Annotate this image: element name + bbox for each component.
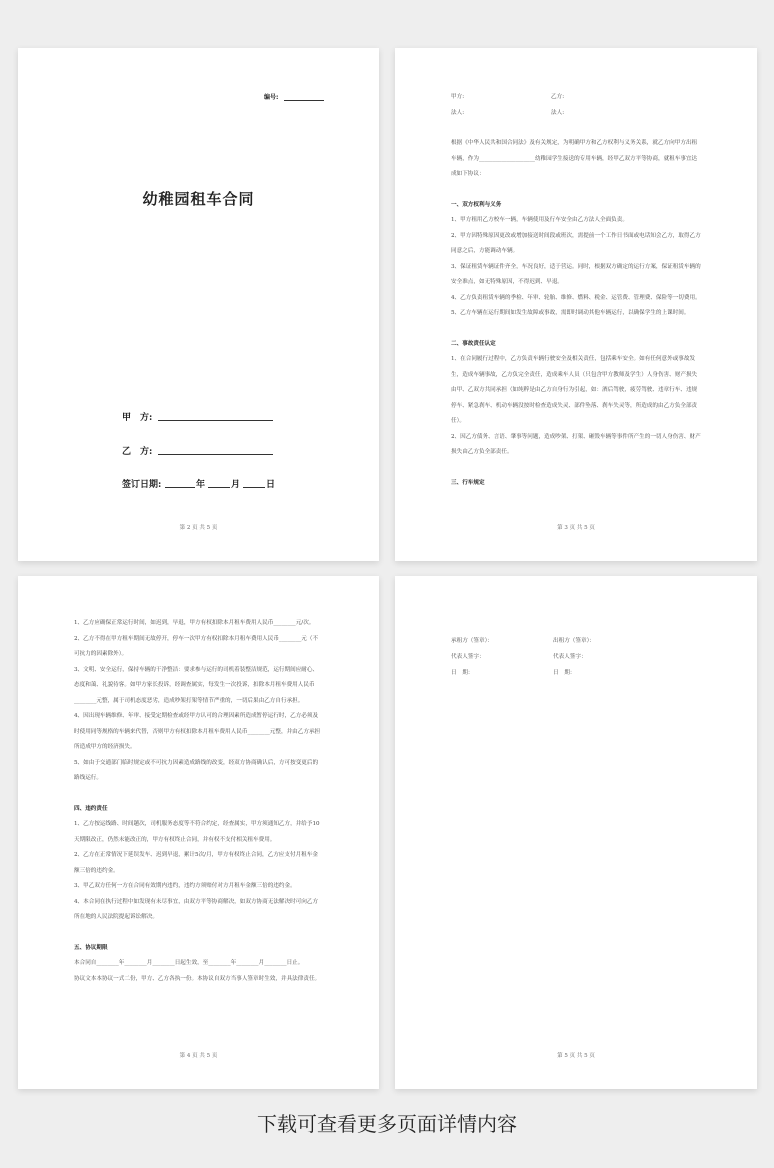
section-4-item: 2、乙方在正常情况下延误发车、迟到早退，累计5次/月，甲方有权终止合同，乙方应支付月租车金额三倍的违约金。 <box>74 852 318 874</box>
section-4-item: 1、乙方按运线路、时间趟次，司机服务态度等不符合约定，经查属实，甲方须通知乙方，并给予10天期限改正，仍然未能改正的，甲方有权终止合同，并有权不支付相关租车费用。 <box>74 821 320 843</box>
section-5-title: 五、协议期限 <box>74 944 108 951</box>
section-1-item: 1、甲方租用乙方校车一辆，车辆使用及行车安全由乙方法人全面负责。 <box>451 217 628 223</box>
section-3-title: 三、行车规定 <box>451 479 485 486</box>
page-number: 第 2 页 共 5 页 <box>179 525 218 531</box>
day-label: 日 <box>266 480 276 490</box>
representative-b-label: 代表人签字： <box>553 654 587 660</box>
party-a-line <box>158 420 273 421</box>
section-1-title: 一、双方权利与义务 <box>451 201 502 208</box>
section-2-title: 二、事故责任认定 <box>451 340 496 347</box>
party-b-label: 乙 方: <box>122 447 153 457</box>
month-line <box>208 487 230 488</box>
header-legal-b: 法人: <box>551 110 565 116</box>
rule-item: 5、如由于交通部门临时规定或不可抗力因素造成路线的改变，经双方协商确认后，方可按变更后的路线运行。 <box>74 759 319 781</box>
year-label: 年 <box>196 480 206 490</box>
section-5-item: 本合同自________年________月________日起生效，至________年________月________日止。 <box>74 960 304 966</box>
lessor-seal-label: 出租方（签章）： <box>553 638 595 644</box>
section-1-item: 5、乙方车辆在运行期间如发生故障或事故，需即时调动其他车辆运行，以确保学生的上课时间。 <box>451 310 690 316</box>
month-label: 月 <box>231 480 241 490</box>
rule-item: 3、文明、安全运行，保持车辆的干净整洁：要求参与运行的司机着装整洁规范，运行期间应耐心、态度和蔼、礼貌待客。如甲方家长投诉，经调查属实，每发生一次投诉，扣除本月租车费用人民币________元整，属于司机态度恶劣，造成吵架打架等情节严重的，一切后果由乙方自行承担。 <box>74 666 319 704</box>
section-4-item: 3、甲乙双方任何一方在合同有效期内违约，违约方须赔付对方月租车金额三倍的违约金。 <box>74 883 296 889</box>
contract-signature-page <box>395 576 757 1089</box>
date-a-label: 日 期： <box>451 670 474 676</box>
section-2-item: 2、因乙方债务、言语、肇事等问题，造成吵架、打架、砸毁车辆等事件所产生的一切人身伤害、财产损失由乙方负全部责任。 <box>451 433 701 455</box>
header-party-a: 甲方: <box>451 94 465 100</box>
rule-item: 4、因出现车辆维修、年审、接受定期检查或经甲方认可的合理因素所造成暂停运行时，乙方必须及时使用同等规格的车辆来代替，否则甲方有权扣除本月租车费用人民币________元整，并由乙方承担所造成甲方的经济损失。 <box>74 713 321 750</box>
date-b-label: 日 期： <box>553 670 576 676</box>
contract-page-terms-2 <box>18 576 379 1089</box>
section-1-item: 2、甲方因特殊原因更改或增加接送时间段或班次，需提前一个工作日书面或电话知会乙方，取得乙方同意之后，方能调动车辆。 <box>451 232 701 254</box>
header-party-b: 乙方: <box>551 94 565 100</box>
terms-body <box>74 616 323 987</box>
header-legal-a: 法人: <box>451 110 465 116</box>
rule-item: 1、乙方应确保正常运行时间，如迟到，早退，甲方有权扣除本月租车费用人民币________元/次。 <box>74 620 315 626</box>
rule-item: 2、乙方不得在甲方租车期间无故停开，停车一次甲方有权扣除本月租车费用人民币________元（不可抗力的因素除外）。 <box>74 635 319 657</box>
contract-page-terms-1 <box>395 48 757 561</box>
section-5-item: 协议文本本协议一式二份，甲方、乙方各执一份。本协议自双方当事人签章时生效，并具法律责任。 <box>74 975 321 982</box>
party-b-line <box>158 454 273 455</box>
contract-number-label: 编号: <box>264 94 279 101</box>
download-more-note: 下载可查看更多页面详情内容 <box>257 1112 517 1136</box>
section-4-title: 四、违约责任 <box>74 805 108 812</box>
terms-body <box>451 136 701 491</box>
contract-number-line <box>284 100 324 101</box>
contract-title: 幼稚园租车合同 <box>142 190 255 208</box>
sign-date-label: 签订日期: <box>122 480 162 490</box>
year-line <box>165 487 195 488</box>
section-4-item: 4、本合同在执行过程中如发现有未尽事宜，由双方平等协商解决，如双方协商无法解决时可向乙方所在地的人民法院提起诉讼解决。 <box>74 898 319 920</box>
day-line <box>243 487 265 488</box>
section-1-item: 3、保证租赁车辆证件齐全，车况良好，适于营运。同时，根据双方确定的运行方案，保证租赁车辆的安全准点，如无特殊原因，不得迟到、早退。 <box>451 263 701 285</box>
page-number: 第 4 页 共 5 页 <box>179 1053 218 1059</box>
party-a-label: 甲 方: <box>122 413 153 423</box>
section-2-item: 1、在合同履行过程中，乙方负责车辆行驶安全及相关责任，包括乘车安全。如有任何意外或事故发生，造成车辆事故，乙方负完全责任，造成乘车人员（只包含甲方教师及学生）人身伤害、财产损失由甲、乙双方共同承担（如纯粹是由乙方自身行为引起，如：酒后驾驶，疲劳驾驶、违章行车、违规停车、紧急刹车、机动车辆没按时检查造成失灵、部件坠落、刹车失灵等，所造成的由乙方负全部责任）。 <box>451 356 698 424</box>
lessee-seal-label: 承租方（签章）： <box>451 638 493 644</box>
section-1-item: 4、乙方负责租赁车辆的季检、年审、轮胎、维修、燃料、税金、运管费、管理费、保险等一切费用。 <box>451 294 701 301</box>
representative-a-label: 代表人签字： <box>451 654 485 660</box>
page-number: 第 3 页 共 5 页 <box>557 525 595 531</box>
intro-paragraph: 根据《中华人民共和国合同法》及有关规定，为明确甲方和乙方权利与义务关系，就乙方向甲方出租车辆，作为____________________幼稚园学生接送的专用车辆，经甲乙双方平等协商，就租车事宜达成如下协议： <box>451 140 698 177</box>
page-number: 第 5 页 共 5 页 <box>557 1053 595 1059</box>
contract-cover-page <box>18 48 379 561</box>
